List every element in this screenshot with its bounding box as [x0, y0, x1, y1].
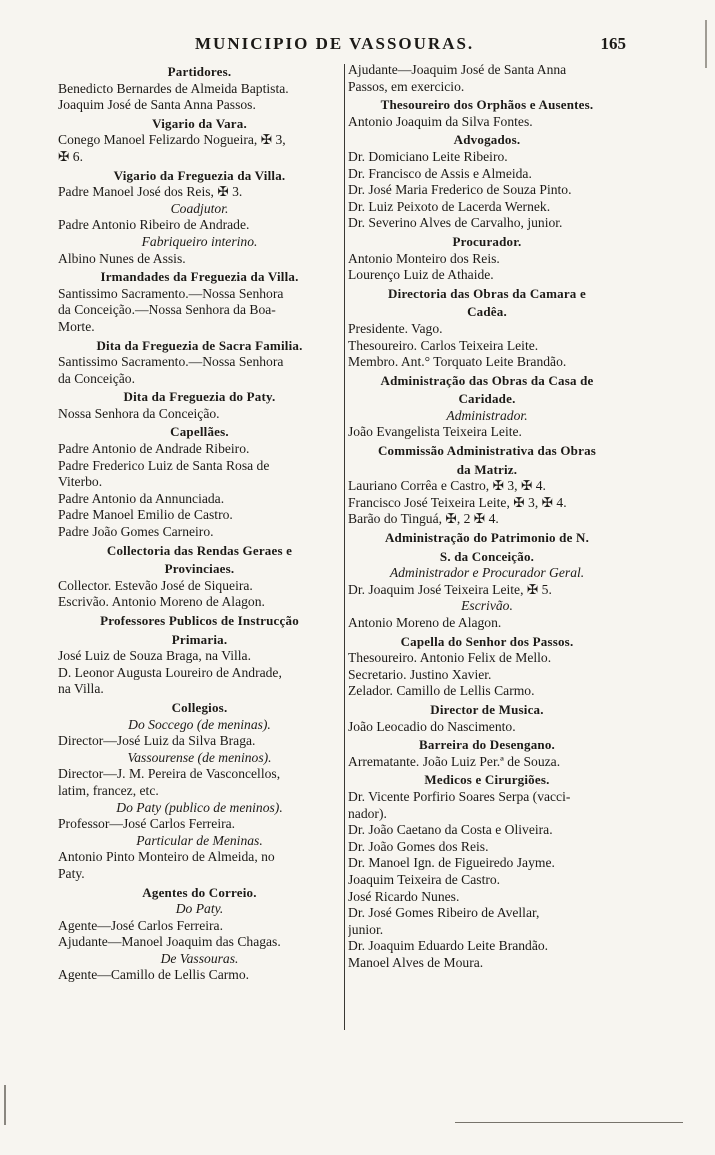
section-heading: Vigario da Freguezia da Villa. [113, 167, 286, 183]
entry-line: Manoel Alves de Moura. [348, 954, 484, 970]
entry-line: Antonio Joaquim da Silva Fontes. [348, 113, 533, 129]
section-heading: Advogados. [453, 132, 521, 148]
entry-line: João Leocadio do Nascimento. [348, 718, 516, 734]
entry-line: Agente—José Carlos Ferreira. [58, 917, 223, 933]
entry-line: Dr. José Gomes Ribeiro de Avellar, [348, 905, 540, 921]
entry-line: Thesoureiro. Carlos Teixeira Leite. [348, 337, 539, 353]
section-heading: Thesoureiro dos Orphãos e Ausentes. [380, 97, 594, 113]
section-heading: Primaria. [171, 631, 228, 647]
entry-line: Padre Antonio Ribeiro de Andrade. [58, 217, 250, 233]
entry-line: Collector. Estevão José de Siqueira. [58, 577, 253, 593]
column-divider [344, 64, 345, 1030]
entry-line: Escrivão. Antonio Moreno de Alagon. [58, 594, 265, 610]
entry-line: junior. [348, 921, 384, 937]
entry-line: Ajudante—Joaquim José de Santa Anna [348, 62, 567, 77]
section-heading: Collegios. [171, 699, 228, 715]
section-heading: Agentes do Correio. [142, 884, 257, 900]
entry-line: Paty. [58, 865, 85, 881]
entry-line: José Luiz de Souza Braga, na Villa. [58, 648, 251, 664]
section-heading: Barreira do Desengano. [419, 737, 555, 753]
section-heading: Commissão Administrativa das Obras [377, 443, 597, 459]
entry-line: Professor—José Carlos Ferreira. [58, 816, 236, 832]
entry-line: Agente—Camillo de Lellis Carmo. [58, 967, 250, 983]
section-subheading: Do Paty (publico de meninos). [116, 799, 283, 815]
corner-mark [705, 20, 707, 68]
entry-line: da Conceição.—Nossa Senhora da Boa- [58, 302, 276, 318]
section-heading: Dita da Freguezia do Paty. [123, 389, 276, 405]
entry-line: na Villa. [58, 681, 104, 697]
entry-line: Joaquim Teixeira de Castro. [348, 871, 501, 887]
entry-line: Dr. Vicente Porfirio Soares Serpa (vacci- [348, 788, 571, 804]
section-heading: Professores Publicos de Instrucção [100, 613, 299, 628]
entry-line: da Conceição. [58, 370, 135, 386]
section-subheading: Coadjutor. [170, 200, 229, 216]
entry-line: Padre Manoel Emilio de Castro. [58, 507, 233, 523]
entry-line: Arrematante. João Luiz Per.ª de Souza. [348, 753, 561, 769]
section-subheading: Do Soccego (de meninas). [128, 716, 271, 732]
section-heading: Vigario da Vara. [152, 115, 247, 131]
entry-line: Director—J. M. Pereira de Vasconcellos, [58, 766, 281, 782]
section-heading: Irmandades da Freguezia da Villa. [100, 269, 299, 285]
section-heading: Capella do Senhor dos Passos. [400, 633, 574, 649]
entry-line: Dr. Luiz Peixoto de Lacerda Wernek. [348, 198, 551, 214]
section-subheading: Fabriqueiro interino. [141, 233, 258, 249]
entry-line: latim, francez, etc. [58, 782, 159, 798]
entry-line: Presidente. Vago. [348, 320, 443, 336]
section-heading: Medicos e Cirurgiões. [424, 772, 550, 788]
entry-line: Nossa Senhora da Conceição. [58, 405, 220, 421]
entry-line: nador). [348, 805, 387, 821]
entry-line: Thesoureiro. Antonio Felix de Mello. [348, 650, 552, 666]
section-subheading: Administrador e Procurador Geral. [389, 565, 585, 581]
entry-line: José Ricardo Nunes. [348, 888, 460, 904]
section-subheading: Do Paty. [175, 901, 224, 917]
section-heading: Directoria das Obras da Camara e [388, 285, 586, 301]
entry-line: Antonio Pinto Monteiro de Almeida, no [58, 849, 275, 865]
section-heading: Director de Musica. [430, 701, 544, 717]
entry-line: Lourenço Luiz de Athaide. [348, 267, 494, 283]
entry-line: Lauriano Corrêa e Castro, ✠ 3, ✠ 4. [348, 478, 546, 494]
entry-line: Padre Antonio de Andrade Ribeiro. [58, 441, 250, 457]
entry-line: Barão do Tinguá, ✠, 2 ✠ 4. [348, 511, 499, 527]
section-heading: Cadêa. [467, 304, 507, 320]
bottom-rule [455, 1122, 683, 1123]
section-heading: Administração das Obras da Casa de [380, 372, 594, 388]
entry-line: Passos, em exercicio. [348, 78, 465, 94]
entry-line: Padre Antonio da Annunciada. [58, 490, 225, 506]
entry-line: Zelador. Camillo de Lellis Carmo. [348, 683, 535, 699]
entry-line: Secretario. Justino Xavier. [348, 666, 492, 682]
entry-line: Dr. Manoel Ign. de Figueiredo Jayme. [348, 855, 555, 871]
section-heading: Collectoria das Rendas Geraes e [106, 542, 293, 558]
running-title: MUNICIPIO DE VASSOURAS. [195, 34, 475, 53]
section-heading: Administração do Patrimonio de N. [384, 530, 590, 546]
section-heading: da Matriz. [456, 461, 518, 477]
entry-line: Dr. José Maria Frederico de Souza Pinto. [348, 182, 572, 198]
entry-line: Ajudante—Manoel Joaquim das Chagas. [58, 934, 281, 950]
entry-line: Conego Manoel Felizardo Nogueira, ✠ 3, [58, 132, 286, 148]
entry-line: Antonio Moreno de Alagon. [348, 615, 502, 630]
entry-line: Dr. Francisco de Assis e Almeida. [348, 165, 532, 181]
entry-line: Dr. Joaquim Eduardo Leite Brandão. [348, 938, 549, 954]
entry-line: Padre Manoel José dos Reis, ✠ 3. [58, 184, 243, 200]
section-heading: Caridade. [458, 391, 516, 407]
entry-line: Dr. João Caetano da Costa e Oliveira. [348, 822, 553, 838]
entry-line: Benedicto Bernardes de Almeida Baptista. [58, 80, 289, 96]
entry-line: Dr. Domiciano Leite Ribeiro. [348, 148, 508, 164]
binding-mark [4, 1085, 6, 1125]
entry-line: ✠ 6. [58, 148, 83, 164]
entry-line: Director—José Luiz da Silva Braga. [58, 733, 256, 749]
left-column [58, 62, 341, 984]
section-heading: Capellães. [170, 424, 229, 440]
right-column [348, 62, 626, 971]
entry-line: Francisco José Teixeira Leite, ✠ 3, ✠ 4. [348, 494, 567, 510]
section-heading: Procurador. [452, 233, 522, 249]
entry-line: Membro. Ant.° Torquato Leite Brandão. [348, 354, 567, 370]
entry-line: Santissimo Sacramento.—Nossa Senhora [58, 354, 284, 370]
entry-line: Padre Frederico Luiz de Santa Rosa de [58, 457, 270, 473]
entry-line: Albino Nunes de Assis. [58, 250, 186, 266]
page-header [60, 34, 626, 56]
section-subheading: Particular de Meninas. [136, 832, 263, 848]
entry-line: Padre João Gomes Carneiro. [58, 524, 214, 540]
entry-line: João Evangelista Teixeira Leite. [348, 424, 522, 440]
section-subheading: Administrador. [446, 407, 528, 423]
entry-line: Santissimo Sacramento.—Nossa Senhora [58, 285, 284, 301]
entry-line: Antonio Monteiro dos Reis. [348, 250, 500, 266]
entry-line: Dr. João Gomes dos Reis. [348, 838, 489, 854]
entry-line: Dr. Severino Alves de Carvalho, junior. [348, 215, 563, 231]
section-heading: Provinciaes. [164, 561, 235, 577]
entry-line: Morte. [58, 318, 95, 334]
page-number: 165 [600, 34, 626, 53]
section-subheading: Vassourense (de meninos). [127, 749, 272, 765]
entry-line: Viterbo. [58, 474, 103, 490]
section-heading: Dita da Freguezia de Sacra Familia. [96, 337, 303, 353]
entry-line: Joaquim José de Santa Anna Passos. [58, 97, 256, 113]
section-heading: Partidores. [167, 64, 232, 79]
entry-line: D. Leonor Augusta Loureiro de Andrade, [58, 664, 282, 680]
section-heading: S. da Conceição. [439, 548, 535, 564]
section-subheading: Escrivão. [461, 598, 513, 614]
entry-line: Dr. Joaquim José Teixeira Leite, ✠ 5. [348, 581, 552, 597]
section-subheading: De Vassouras. [160, 950, 239, 966]
